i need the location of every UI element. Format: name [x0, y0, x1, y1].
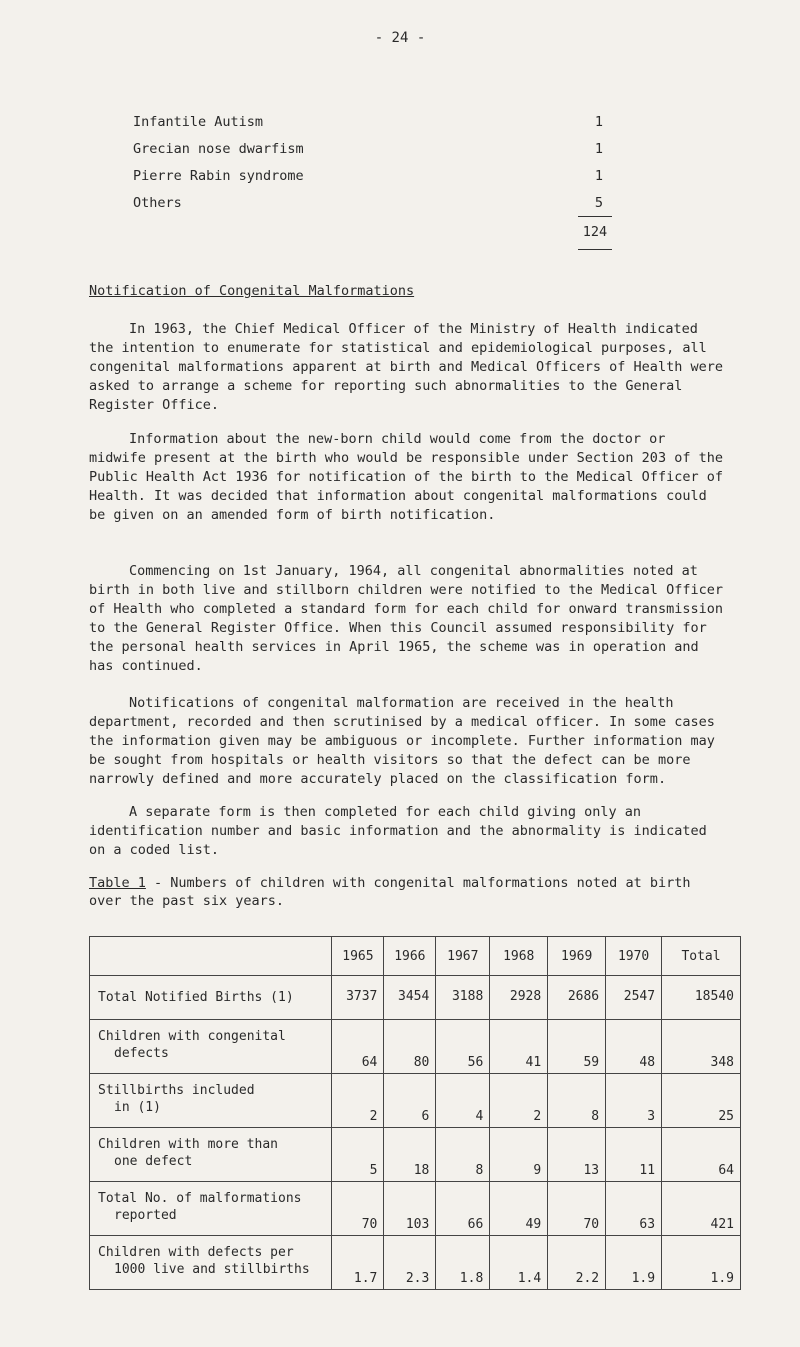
paragraph: Commencing on 1st January, 1964, all congenital abnormalities noted at birth in both live and stillborn children were notified to the Medical Officer of Health who completed a standard form for each child for onward transmission to the General Register Office. When this Council assumed responsibility for the personal health services in April 1965, the scheme was in operation and has continued. — [89, 563, 723, 674]
table-cell: 64 — [662, 1128, 741, 1182]
table-cell: 2.3 — [384, 1236, 436, 1290]
condition-name: Pierre Rabin syndrome — [133, 168, 304, 184]
paragraph: In 1963, the Chief Medical Officer of the Ministry of Health indicated the intention to enumerate for statistical and epidemiological purposes, all congenital malformations apparent at birth and Medical Officers of Health were asked to arrange a scheme for reporting such abnormalities to the General Register Office. — [89, 321, 723, 413]
table-cell: 1.4 — [490, 1236, 548, 1290]
column-header: 1970 — [606, 937, 662, 976]
table-cell: 3737 — [332, 976, 384, 1020]
table-cell: 64 — [332, 1020, 384, 1074]
paragraph: Information about the new-born child would come from the doctor or midwife present at the birth who would be responsible under Section 203 of the Public Health Act 1936 for notification of the birth to the Medical Officer of Health. It was decided that information about congenital malformations could be given on an amended form of birth notification. — [89, 431, 723, 523]
row-label: Children with congenital defects — [90, 1020, 332, 1074]
row-label: Stillbirths included in (1) — [90, 1074, 332, 1128]
table-cell: 25 — [662, 1074, 741, 1128]
row-label: Total No. of malformations reported — [90, 1182, 332, 1236]
column-header: 1967 — [436, 937, 490, 976]
table-row — [90, 1020, 741, 1074]
table-cell: 1.9 — [606, 1236, 662, 1290]
conditions-total: 124 — [578, 216, 612, 250]
table-cell: 2 — [332, 1074, 384, 1128]
table-cell: 2686 — [548, 976, 606, 1020]
table-cell: 41 — [490, 1020, 548, 1074]
table-row — [90, 1128, 741, 1182]
table-cell: 2 — [490, 1074, 548, 1128]
table-cell: 48 — [606, 1020, 662, 1074]
table-cell: 18540 — [662, 976, 741, 1020]
condition-name: Infantile Autism — [133, 114, 264, 130]
list-item — [133, 193, 613, 220]
table-cell: 2.2 — [548, 1236, 606, 1290]
table-caption-text: - Numbers of children with congenital malformations noted at birth over the past six years. — [89, 875, 691, 909]
table-cell: 1.9 — [662, 1236, 741, 1290]
table-cell: 8 — [548, 1074, 606, 1128]
table-cell: 2547 — [606, 976, 662, 1020]
table-cell: 66 — [436, 1182, 490, 1236]
table-label: Table 1 — [89, 875, 146, 891]
paragraph: A separate form is then completed for each child giving only an identification number and basic information and the abnormality is indicated on a coded list. — [89, 804, 707, 858]
table-cell: 56 — [436, 1020, 490, 1074]
condition-count: 5 — [594, 195, 603, 211]
table-cell: 9 — [490, 1128, 548, 1182]
table-cell: 6 — [384, 1074, 436, 1128]
table-cell: 348 — [662, 1020, 741, 1074]
table-cell: 4 — [436, 1074, 490, 1128]
table-cell: 59 — [548, 1020, 606, 1074]
condition-name: Grecian nose dwarfism — [133, 141, 304, 157]
column-header: 1969 — [548, 937, 606, 976]
table-cell: 11 — [606, 1128, 662, 1182]
table-cell: 421 — [662, 1182, 741, 1236]
table-cell: 103 — [384, 1182, 436, 1236]
table-cell: 80 — [384, 1020, 436, 1074]
table-cell: 70 — [548, 1182, 606, 1236]
column-header: Total — [662, 937, 741, 976]
table-row — [90, 976, 741, 1020]
table-cell: 5 — [332, 1128, 384, 1182]
condition-count: 1 — [594, 141, 603, 157]
table-cell: 1.8 — [436, 1236, 490, 1290]
table-caption — [89, 874, 729, 910]
table-row — [90, 1074, 741, 1128]
section-heading: Notification of Congenital Malformations — [89, 283, 415, 299]
table-row — [90, 1182, 741, 1236]
table-cell: 8 — [436, 1128, 490, 1182]
row-label: Total Notified Births (1) — [90, 976, 332, 1020]
column-header — [90, 937, 332, 976]
condition-name: Others — [133, 195, 182, 211]
table-cell: 2928 — [490, 976, 548, 1020]
list-item — [133, 112, 613, 139]
row-label: Children with defects per 1000 live and stillbirths — [90, 1236, 332, 1290]
conditions-list — [133, 112, 613, 220]
table-header-row — [90, 937, 741, 976]
column-header: 1965 — [332, 937, 384, 976]
column-header: 1968 — [490, 937, 548, 976]
paragraph: Notifications of congenital malformation are received in the health department, recorded and then scrutinised by a medical officer. In some cases the information given may be ambiguous or incomplete. Further information may be sought from hospitals or health visitors so that the defect can be more narrowly defined and more accurately placed on the classification form. — [89, 695, 715, 787]
table-cell: 70 — [332, 1182, 384, 1236]
table-cell: 3 — [606, 1074, 662, 1128]
table-cell: 3454 — [384, 976, 436, 1020]
malformations-table — [89, 936, 741, 1290]
column-header: 1966 — [384, 937, 436, 976]
table-cell: 18 — [384, 1128, 436, 1182]
table-row — [90, 1236, 741, 1290]
condition-count: 1 — [594, 168, 603, 184]
row-label: Children with more than one defect — [90, 1128, 332, 1182]
table-cell: 13 — [548, 1128, 606, 1182]
condition-count: 1 — [594, 114, 603, 130]
table-cell: 1.7 — [332, 1236, 384, 1290]
page-number: - 24 - — [374, 30, 426, 46]
table-cell: 63 — [606, 1182, 662, 1236]
list-item — [133, 166, 613, 193]
table-cell: 49 — [490, 1182, 548, 1236]
table-cell: 3188 — [436, 976, 490, 1020]
list-item — [133, 139, 613, 166]
